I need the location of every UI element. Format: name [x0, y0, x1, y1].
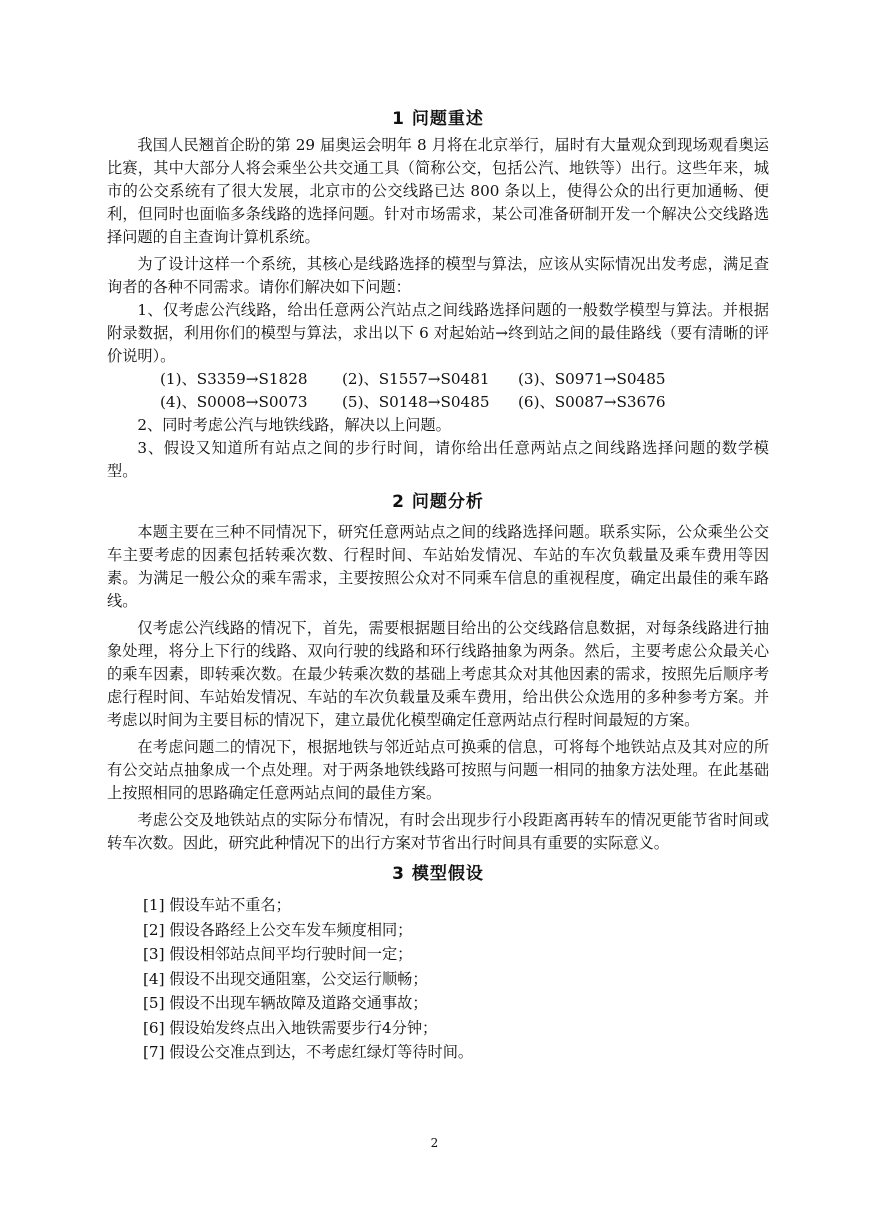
assumptions-list — [143, 893, 769, 1065]
section-1-problem-1: 1、仅考虑公汽线路，给出任意两公汽站点之间线路选择问题的一般数学模型与算法。并根据附录数据，利用你们的模型与算法，求出以下 6 对起始站→终到站之间的最佳路线（要有清晰的评价说明）。 — [107, 301, 769, 365]
section-1-problem-3: 3、假设又知道所有站点之间的步行时间，请你给出任意两站点之间线路选择问题的数学模型。 — [107, 439, 769, 480]
section-1-problem-2: 2、同时考虑公汽与地铁线路，解决以上问题。 — [137, 416, 451, 434]
route-pair: (2)、S1557→S0481 — [342, 370, 490, 388]
section-3-title: 3 模型假设 — [392, 864, 484, 884]
route-pair: (5)、S0148→S0485 — [342, 393, 490, 411]
section-2-paragraph-3: 在考虑问题二的情况下，根据地铁与邻近站点可换乘的信息，可将每个地铁站点及其对应的所有公交站点抽象成一个点处理。对于两条地铁线路可按照与问题一相同的抽象方法处理。在此基础上按照相同的思路确定任意两站点间的最佳方案。 — [107, 738, 769, 802]
section-1-title: 1 问题重述 — [392, 109, 484, 129]
assumption-item: [6] 假设始发终点出入地铁需要步行4分钟； — [143, 1018, 438, 1037]
section-2-paragraph-2: 仅考虑公汽线路的情况下，首先，需要根据题目给出的公交线路信息数据，对每条线路进行抽象处理，将分上下行的线路、双向行驶的线路和环行线路抽象为两条。然后，主要考虑公众最关心的乘车因素，即转乘次数。在最少转乘次数的基础上考虑其众对其他因素的需求，按照先后顺序考虑行程时间、车站始发情况、车站的车次负载量及乘车费用，给出供公众选用的多种参考方案。并考虑以时间为主要目标的情况下，建立最优化模型确定任意两站点行程时间最短的方案。 — [107, 619, 769, 729]
assumption-item: [7] 假设公交准点到达，不考虑红绿灯等待时间。 — [143, 1043, 474, 1061]
route-pair: (3)、S0971→S0485 — [518, 370, 666, 388]
route-pair: (4)、S0008→S0073 — [160, 393, 308, 411]
route-pair: (1)、S3359→S1828 — [160, 370, 308, 388]
page-content — [107, 104, 769, 1065]
page-number: 2 — [430, 1136, 439, 1150]
section-1-paragraph-2: 为了设计这样一个系统，其核心是线路选择的模型与算法，应该从实际情况出发考虑，满足查询者的各种不同需求。请你们解决如下问题： — [107, 255, 769, 296]
assumption-item: [2] 假设各路经上公交车发车频度相同； — [143, 920, 413, 939]
route-row — [160, 368, 769, 391]
section-2-title: 2 问题分析 — [392, 492, 484, 512]
assumption-item: [1] 假设车站不重名； — [143, 896, 291, 914]
section-2-paragraph-4: 考虑公交及地铁站点的实际分布情况，有时会出现步行小段距离再转车的情况更能节省时间或转车次数。因此，研究此种情况下的出行方案对节省出行时间具有重要的实际意义。 — [107, 811, 769, 852]
section-1-paragraph-1: 我国人民翘首企盼的第 29 届奥运会明年 8 月将在北京举行，届时有大量观众到现场观看奥运比赛，其中大部分人将会乘坐公共交通工具（简称公交，包括公汽、地铁等）出行。这些年来，城市的公交系统有了很大发展，北京市的公交线路已达 800 条以上，使得公众的出行更加通畅、便利，但同时也面临多条线路的选择问题。针对市场需求，某公司准备研制开发一个解决公交线路选择问题的自主查询计算机系统。 — [107, 136, 769, 246]
route-pairs-list — [160, 368, 769, 414]
assumption-item: [4] 假设不出现交通阻塞，公交运行顺畅； — [143, 969, 428, 988]
section-2-paragraph-1: 本题主要在三种不同情况下，研究任意两站点之间的线路选择问题。联系实际，公众乘坐公交车主要考虑的因素包括转乘次数、行程时间、车站始发情况、车站的车次负载量及乘车费用等因素。为满足一般公众的乘车需求，主要按照公众对不同乘车信息的重视程度，确定出最佳的乘车路线。 — [107, 523, 769, 610]
assumption-item: [3] 假设相邻站点间平均行驶时间一定； — [143, 945, 413, 963]
assumption-item: [5] 假设不出现车辆故障及道路交通事故； — [143, 994, 428, 1012]
route-row — [160, 391, 769, 414]
route-pair: (6)、S0087→S3676 — [518, 393, 666, 411]
